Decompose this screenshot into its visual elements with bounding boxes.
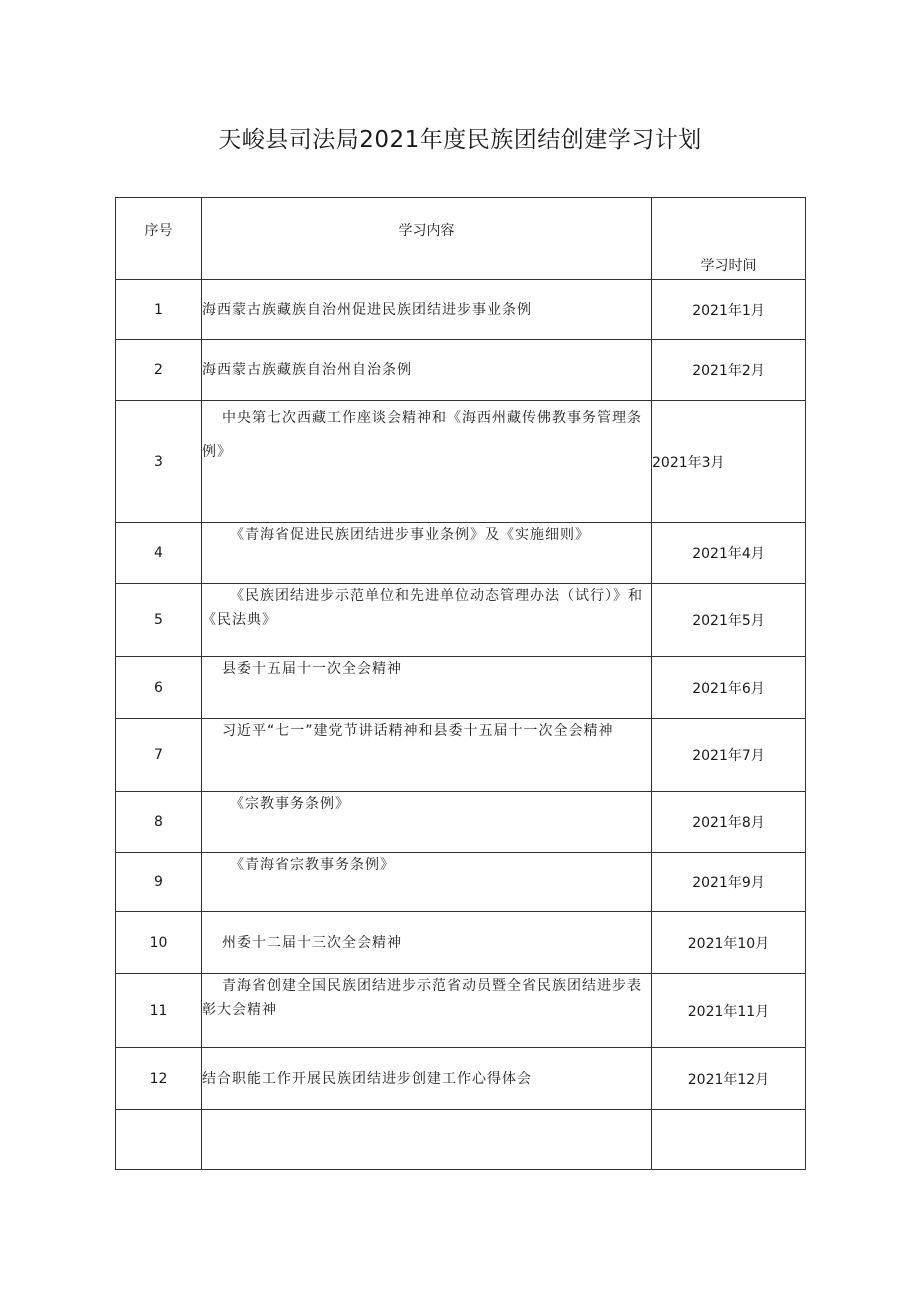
row-time: 2021年3月 [652, 401, 806, 523]
row-content: 《宗教事务条例》 [202, 792, 652, 853]
table-header-row [116, 198, 806, 280]
empty-cell [116, 1110, 202, 1170]
empty-cell [202, 1110, 652, 1170]
row-content: 海西蒙古族藏族自治州促进民族团结进步事业条例 [202, 280, 652, 340]
row-time: 2021年12月 [652, 1048, 806, 1110]
table-row [116, 792, 806, 853]
table-row [116, 719, 806, 792]
row-number: 2 [116, 340, 202, 401]
table-row [116, 280, 806, 340]
empty-cell [652, 1110, 806, 1170]
row-number: 4 [116, 523, 202, 584]
row-time: 2021年5月 [652, 584, 806, 657]
study-plan-table [115, 197, 806, 1170]
row-time: 2021年11月 [652, 974, 806, 1048]
row-content: 州委十二届十三次全会精神 [202, 912, 652, 974]
row-content: 结合职能工作开展民族团结进步创建工作心得体会 [202, 1048, 652, 1110]
row-time: 2021年6月 [652, 657, 806, 719]
row-time: 2021年10月 [652, 912, 806, 974]
row-time: 2021年4月 [652, 523, 806, 584]
row-number: 6 [116, 657, 202, 719]
row-content: 《民族团结进步示范单位和先进单位动态管理办法（试行）》和《民法典》 [202, 584, 652, 657]
row-content: 青海省创建全国民族团结进步示范省动员暨全省民族团结进步表彰大会精神 [202, 974, 652, 1048]
header-serial-number: 序号 [116, 198, 202, 280]
row-number: 3 [116, 401, 202, 523]
table-row [116, 1048, 806, 1110]
row-number: 8 [116, 792, 202, 853]
header-study-time: 学习时间 [652, 198, 806, 280]
document-title: 天峻县司法局2021年度民族团结创建学习计划 [218, 127, 702, 153]
row-number: 1 [116, 280, 202, 340]
row-number: 11 [116, 974, 202, 1048]
row-content: 《青海省促进民族团结进步事业条例》及《实施细则》 [202, 523, 652, 584]
row-content: 海西蒙古族藏族自治州自治条例 [202, 340, 652, 401]
row-number: 7 [116, 719, 202, 792]
table-row [116, 657, 806, 719]
row-number: 9 [116, 853, 202, 912]
row-content: 县委十五届十一次全会精神 [202, 657, 652, 719]
row-time: 2021年2月 [652, 340, 806, 401]
table-row [116, 912, 806, 974]
row-number: 10 [116, 912, 202, 974]
row-number: 12 [116, 1048, 202, 1110]
table-row-empty [116, 1110, 806, 1170]
row-time: 2021年1月 [652, 280, 806, 340]
table-row [116, 401, 806, 523]
row-content: 习近平“七一”建党节讲话精神和县委十五届十一次全会精神 [202, 719, 652, 792]
row-content: 中央第七次西藏工作座谈会精神和《海西州藏传佛教事务管理条例》 [202, 401, 652, 523]
row-time: 2021年8月 [652, 792, 806, 853]
table-row [116, 974, 806, 1048]
row-time: 2021年7月 [652, 719, 806, 792]
row-time: 2021年9月 [652, 853, 806, 912]
row-content: 《青海省宗教事务条例》 [202, 853, 652, 912]
table-row [116, 523, 806, 584]
header-study-content: 学习内容 [202, 198, 652, 280]
table-row [116, 584, 806, 657]
table-row [116, 853, 806, 912]
row-number: 5 [116, 584, 202, 657]
table-row [116, 340, 806, 401]
